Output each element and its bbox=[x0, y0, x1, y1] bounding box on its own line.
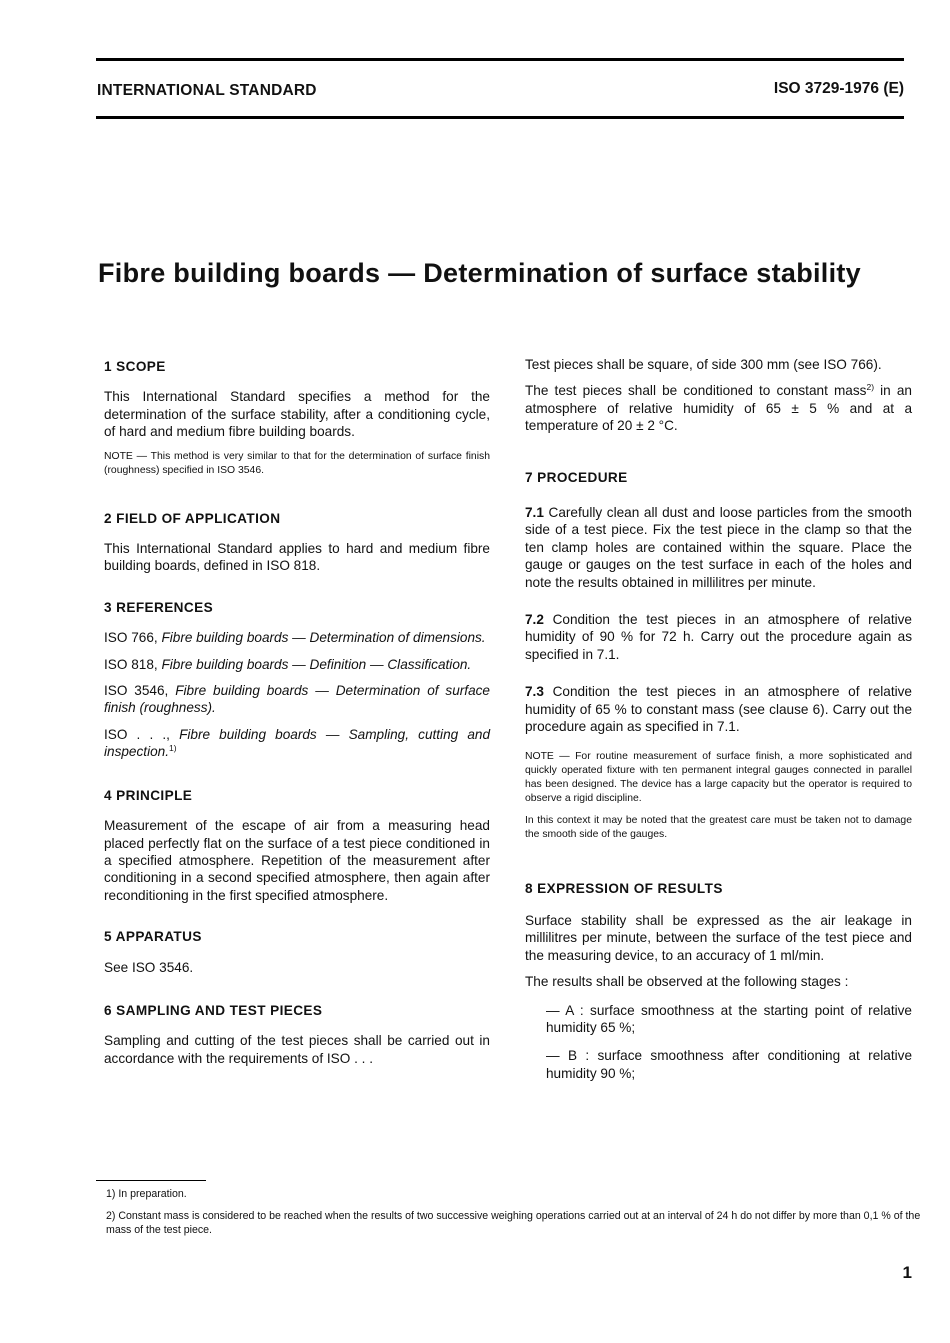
reference-item: ISO 818, Fibre building boards — Definition — Classification. bbox=[104, 656, 472, 672]
page-title: Fibre building boards — Determination of surface stability bbox=[98, 258, 861, 288]
section-5-text: See ISO 3546. bbox=[104, 959, 194, 975]
header-bottom-rule bbox=[96, 116, 904, 119]
procedure-note: NOTE — For routine measurement of surface finish, a more sophisticated and quickly operated fixture with ten permanent integral gauges connected in parallel has been designed. The device has a large capacity but the operator is required to observe a rigid discipline. bbox=[525, 750, 912, 804]
section-4-heading: 4 PRINCIPLE bbox=[104, 787, 193, 803]
section-6-heading: 6 SAMPLING AND TEST PIECES bbox=[104, 1002, 323, 1018]
clause-7-2: 7.2 Condition the test pieces in an atmosphere of relative humidity of 90 % for 72 h. Carry out the procedure again as specified in 7.1. bbox=[525, 612, 912, 662]
section-4-text: Measurement of the escape of air from a measuring head placed perfectly flat on the surface of a test piece conditioned in a specified atmosphere. Repetition of the measurement after conditioning in a second specified atmosphere, then again after reconditioning in the first specified atmosphere. bbox=[104, 818, 490, 903]
section-2-text: This International Standard applies to hard and medium fibre building boards, defined in ISO 818. bbox=[104, 541, 490, 574]
footnotes bbox=[106, 1187, 932, 1245]
stage-b-item: — B : surface smoothness after conditioning at relative humidity 90 %; bbox=[546, 1048, 912, 1081]
top-rule bbox=[96, 58, 904, 61]
header-standard-number: ISO 3729-1976 (E) bbox=[773, 80, 904, 97]
footnote-ref-2: 2) bbox=[866, 382, 875, 393]
section-8-text: Surface stability shall be expressed as the air leakage in millilitres per minute, between the surface of the test piece and the measuring device, to an accuracy of 1 ml/min. bbox=[525, 912, 912, 963]
footnote-separator bbox=[96, 1180, 206, 1181]
reference-item: ISO 766, Fibre building boards — Determination of dimensions. bbox=[104, 630, 486, 646]
reference-item: ISO 3546, Fibre building boards — Determination of surface finish (roughness). bbox=[104, 683, 490, 716]
footnote-ref-1: 1) bbox=[169, 743, 177, 754]
section-7-heading: 7 PROCEDURE bbox=[525, 469, 628, 485]
stage-a-item: — A : surface smoothness at the starting point of relative humidity 65 %; bbox=[546, 1002, 912, 1035]
footnote-1: 1) In preparation. bbox=[106, 1188, 187, 1200]
section-5-heading: 5 APPARATUS bbox=[104, 929, 202, 945]
section-1-text: This International Standard specifies a method for the determination of the surface stability, after a conditioning cycle, of hard and medium fibre building boards. bbox=[104, 389, 490, 440]
section-8-heading: 8 EXPRESSION OF RESULTS bbox=[525, 880, 723, 896]
conditioning-text: The test pieces shall be conditioned to constant mass$^{2)}$ in an atmosphere of relative humidity of 65 ± 5 % and at a temperature of 20 ± 2 °C. bbox=[525, 382, 912, 434]
header-standard-label: INTERNATIONAL STANDARD bbox=[97, 82, 317, 99]
test-piece-size-text: Test pieces shall be square, of side 300 mm (see ISO 766). bbox=[525, 357, 882, 372]
clause-7-3: 7.3 Condition the test pieces in an atmosphere of relative humidity of 65 % to constant mass (see clause 6). Carry out the procedure again as specified in 7.1. bbox=[525, 684, 912, 735]
section-1-heading: 1 SCOPE bbox=[104, 359, 166, 374]
section-3-heading: 3 REFERENCES bbox=[104, 599, 214, 615]
left-column bbox=[104, 358, 490, 1076]
section-8-stages-intro: The results shall be observed at the following stages : bbox=[525, 974, 849, 990]
section-2-heading: 2 FIELD OF APPLICATION bbox=[104, 510, 281, 526]
clause-7-1: 7.1 Carefully clean all dust and loose particles from the smooth side of a test piece. Fix the test piece in the clamp so that the ten clamp holes are contained within the square. Place the gauge or gauges on the test surface in each of the holes and note the results obtained in millilitres per minute. bbox=[525, 505, 912, 590]
procedure-note-continued: In this context it may be noted that the greatest care must be taken not to damage the smooth side of the gauges. bbox=[525, 814, 912, 840]
reference-item: ISO . . ., Fibre building boards — Sampling, cutting and inspection.$^{1)}$ bbox=[104, 726, 491, 760]
footnote-2: 2) Constant mass is considered to be reached when the results of two successive weighing operations carried out at an interval of 24 h do not differ by more than 0,1 % of the mass of the test piece. bbox=[106, 1210, 921, 1236]
page-number: 1 bbox=[902, 1263, 912, 1282]
section-6-text: Sampling and cutting of the test pieces shall be carried out in accordance with the requirements of ISO . . . bbox=[104, 1033, 490, 1066]
right-column bbox=[525, 356, 912, 1091]
section-1-note: NOTE — This method is very similar to that for the determination of surface finish (roughness) specified in ISO 3546. bbox=[104, 450, 490, 476]
